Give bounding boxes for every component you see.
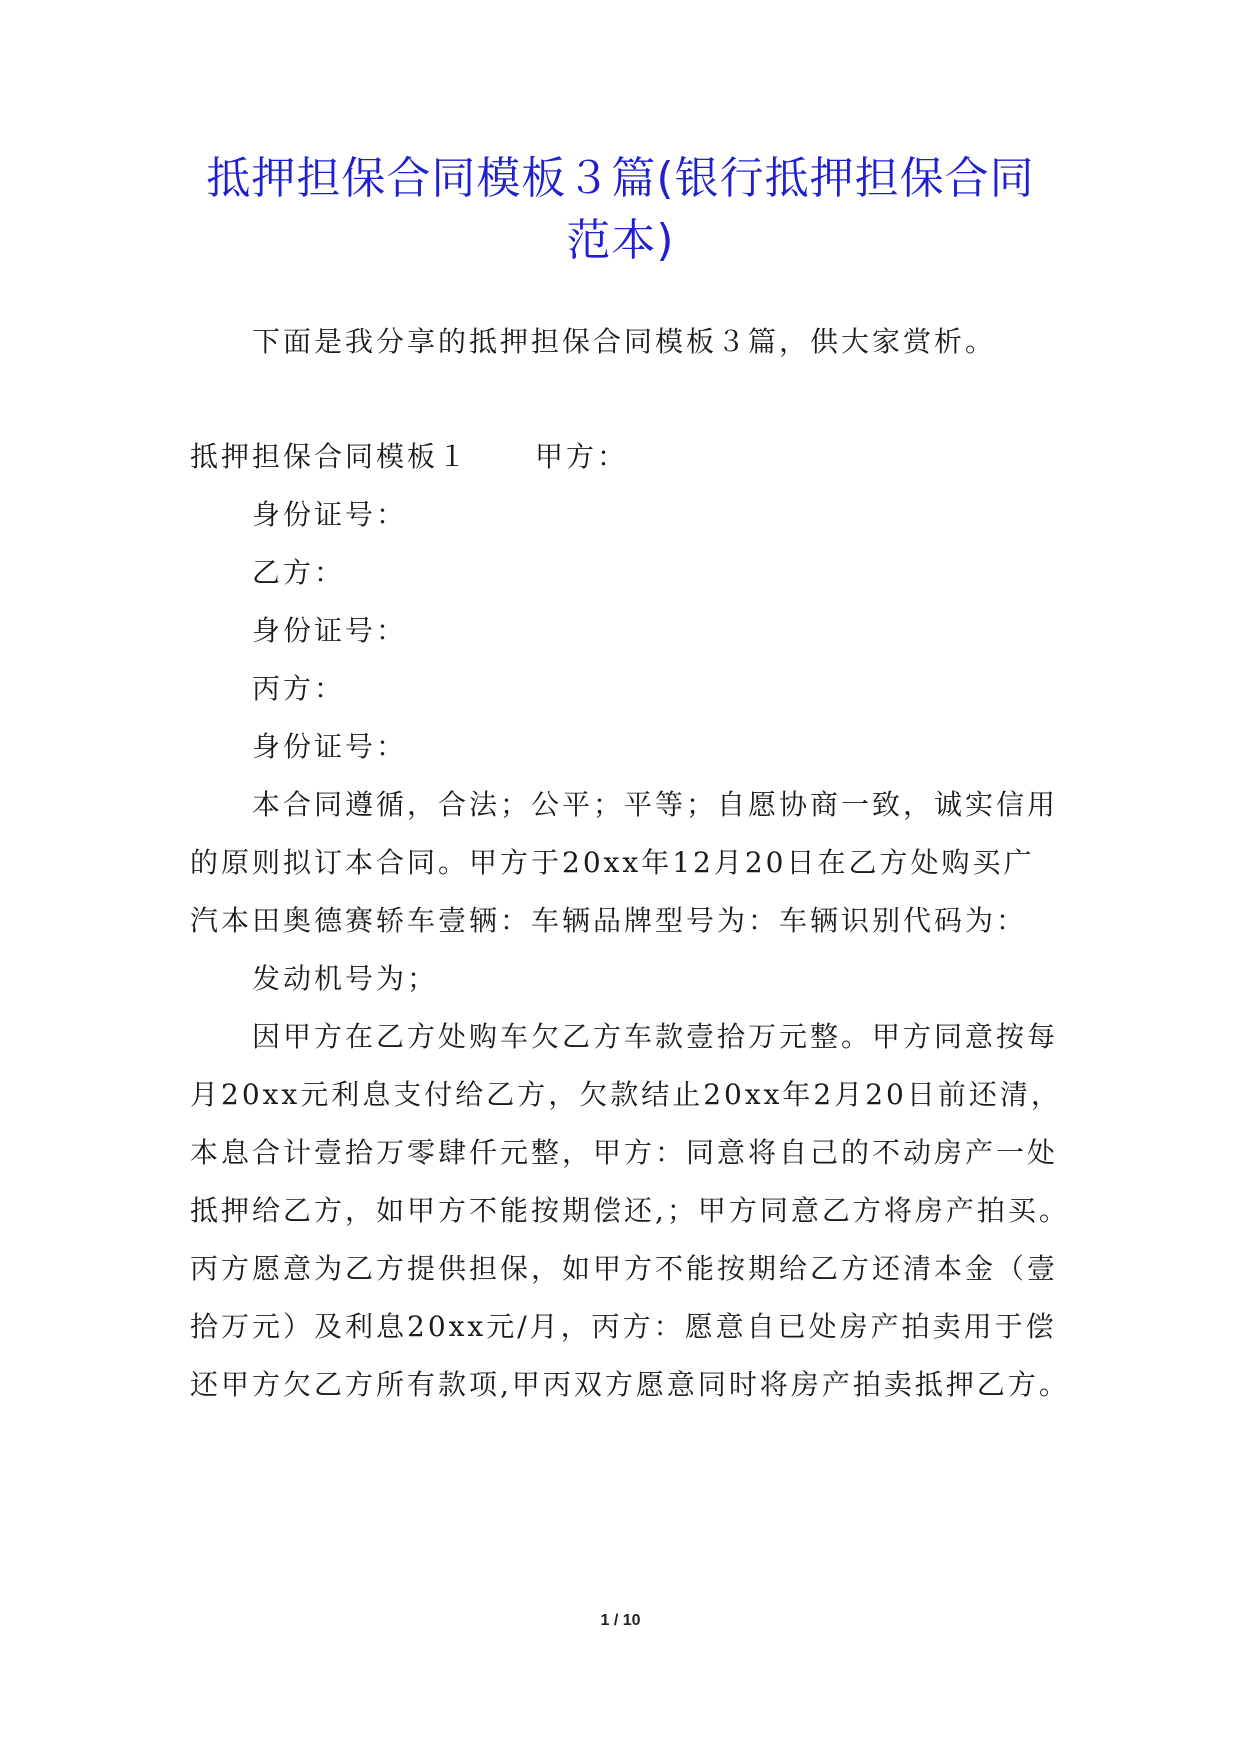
paragraph-line: 汽本田奥德赛轿车壹辆：车辆品牌型号为：车辆识别代码为： bbox=[190, 904, 1028, 937]
party-a-label: 甲方： bbox=[535, 440, 629, 473]
paragraph-line: 丙方愿意为乙方提供担保，如甲方不能按期给乙方还清本金（壹 bbox=[190, 1252, 1059, 1285]
paragraph-line: 还甲方欠乙方所有款项,甲丙双方愿意同时将房产拍卖抵押乙方。 bbox=[190, 1368, 1070, 1401]
paragraph-line: 本合同遵循，合法；公平；平等；自愿协商一致，诚实信用 bbox=[252, 788, 1059, 821]
paragraph-line: 拾万元）及利息20xx元/月，丙方：愿意自已处房产拍卖用于偿 bbox=[190, 1310, 1057, 1343]
intro-paragraph: 下面是我分享的抵押担保合同模板３篇，供大家赏析。 bbox=[252, 325, 997, 358]
field-line: 丙方： bbox=[252, 672, 346, 705]
section-heading bbox=[190, 437, 628, 477]
field-line: 身份证号： bbox=[252, 498, 408, 531]
page-number: 1 / 10 bbox=[600, 1612, 641, 1629]
field-line: 乙方： bbox=[252, 556, 346, 589]
field-line: 身份证号： bbox=[252, 730, 408, 763]
field-line: 身份证号： bbox=[252, 614, 408, 647]
paragraph-line: 月20xx元利息支付给乙方，欠款结止20xx年2月20日前还清， bbox=[190, 1078, 1062, 1111]
title-line-2: 范本) bbox=[566, 215, 675, 266]
paragraph-line: 的原则拟订本合同。甲方于20xx年12月20日在乙方处购买广 bbox=[190, 846, 1035, 879]
paragraph-line: 本息合计壹拾万零肆仟元整，甲方：同意将自己的不动房产一处 bbox=[190, 1136, 1059, 1169]
section-heading-text: 抵押担保合同模板１ bbox=[190, 440, 470, 473]
paragraph-line: 抵押给乙方，如甲方不能按期偿还,；甲方同意乙方将房产拍买。 bbox=[190, 1194, 1070, 1227]
title-line-1: 抵押担保合同模板３篇(银行抵押担保合同 bbox=[206, 153, 1035, 204]
paragraph-line: 发动机号为； bbox=[252, 962, 439, 995]
document-title bbox=[150, 148, 1091, 272]
paragraph-line: 因甲方在乙方处购车欠乙方车款壹拾万元整。甲方同意按每 bbox=[252, 1020, 1059, 1053]
